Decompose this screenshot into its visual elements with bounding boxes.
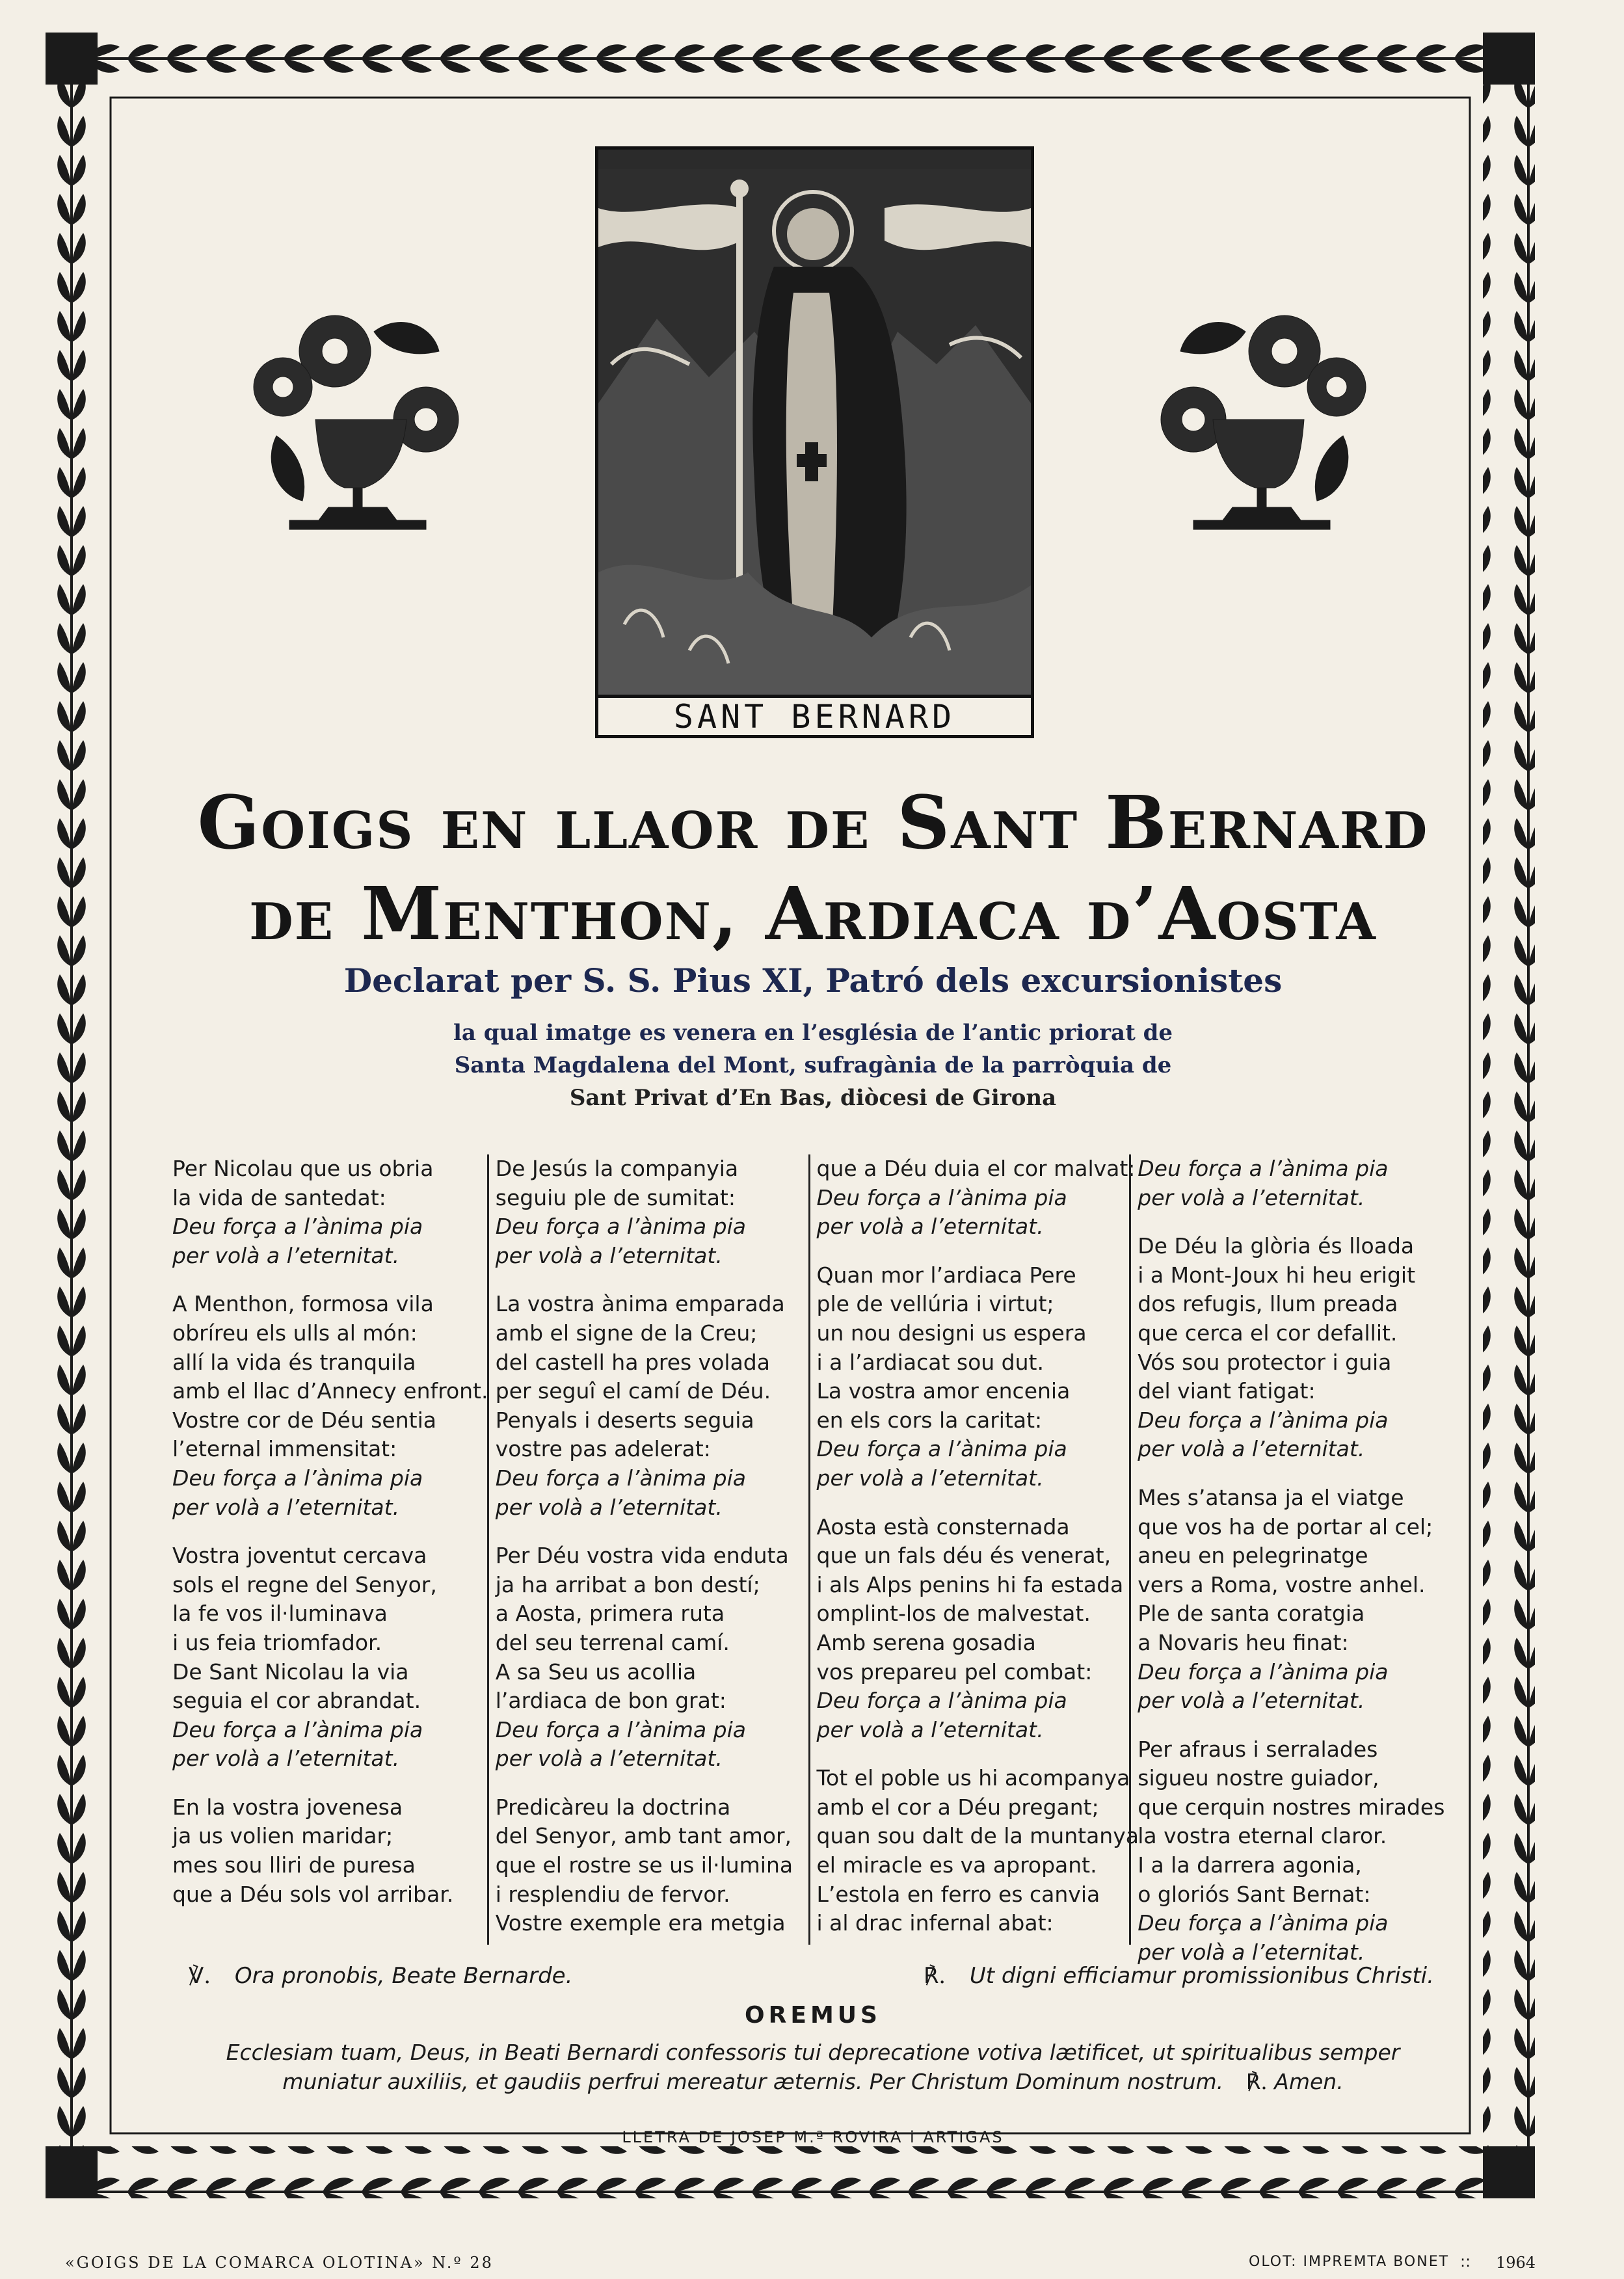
- amen-text: Amen.: [1274, 2069, 1344, 2094]
- verse-line: vos prepareu pel combat:: [816, 1659, 1093, 1685]
- prayer-line-1: Ecclesiam tuam, Deus, in Beati Bernardi confessoris tui deprecatione votiva lætificet, ut spiritualibus semper: [226, 2040, 1400, 2065]
- verse-line: la vostra eternal claror.: [1138, 1823, 1387, 1849]
- refrain-line: per volà a l’eternitat.: [495, 1746, 723, 1772]
- verse-line: per seguî el camí de Déu.: [495, 1378, 771, 1404]
- refrain-line: per volà a l’eternitat.: [1138, 1436, 1365, 1462]
- verse-line: seguiu ple de sumitat:: [495, 1184, 736, 1210]
- verse-line: omplint-los de malvestat.: [816, 1601, 1091, 1627]
- verse-line: L’estola en ferro es canvia: [816, 1881, 1100, 1907]
- saint-woodcut: [595, 146, 1034, 738]
- refrain-line: Deu força a l’ànima pia: [495, 1716, 746, 1742]
- refrain-line: per volà a l’eternitat.: [1138, 1688, 1365, 1714]
- verse-line: que a Déu sols vol arribar.: [172, 1881, 454, 1907]
- verse-line: ple de vellúria i virtut;: [816, 1291, 1054, 1317]
- verse-line: amb el cor a Déu pregant;: [816, 1794, 1099, 1820]
- verse-line: De Sant Nicolau la via: [172, 1659, 409, 1685]
- woodcut-caption: SANT BERNARD: [598, 695, 1031, 735]
- location-line-1: la qual imatge es venera en l’església de l’antic priorat de: [453, 1020, 1173, 1046]
- verse-line: A Menthon, formosa vila: [172, 1291, 434, 1317]
- verse-line: De Déu la glòria és lloada: [1138, 1233, 1415, 1259]
- verse-line: l’eternal immensitat:: [172, 1436, 397, 1462]
- oremus-title: OREMUS: [745, 2002, 881, 2029]
- verse-line: que a Déu duia el cor malvat:: [816, 1156, 1136, 1181]
- refrain-line: per volà a l’eternitat.: [816, 1214, 1044, 1240]
- refrain-line: Deu força a l’ànima pia: [172, 1465, 423, 1491]
- verse-line: i us feia triomfador.: [172, 1629, 382, 1655]
- refrain-line: Deu força a l’ànima pia: [495, 1214, 746, 1240]
- verse-line: Tot el poble us hi acompanya: [816, 1765, 1130, 1791]
- verse-line: en els cors la caritat:: [816, 1407, 1043, 1433]
- verse-line: la vida de santedat:: [172, 1184, 386, 1210]
- refrain-line: Deu força a l’ànima pia: [1138, 1156, 1389, 1181]
- page-title-line1: Goigs en llaor de Sant Bernard: [197, 780, 1429, 866]
- verse-line: dos refugis, llum preada: [1138, 1291, 1398, 1317]
- stanza-gap: [817, 1744, 1122, 1764]
- verse-line: Quan mor l’ardiaca Pere: [816, 1262, 1076, 1288]
- versicle-symbol: ℣.: [189, 1963, 211, 1989]
- refrain-line: per volà a l’eternitat.: [172, 1494, 400, 1520]
- verse-line: que el rostre se us il·lumina: [495, 1852, 793, 1878]
- amen-symbol: ℟.: [1245, 2069, 1268, 2094]
- stanza-gap: [496, 1270, 801, 1290]
- location-line-3: Sant Privat d’En Bas, diòcesi de Girona: [569, 1085, 1057, 1111]
- verse-line: del Senyor, amb tant amor,: [495, 1823, 792, 1849]
- verse-line: un nou designi us espera: [816, 1320, 1087, 1346]
- flower-vase-icon: [1154, 306, 1376, 540]
- refrain-line: Deu força a l’ànima pia: [172, 1214, 423, 1240]
- verse-line: Per Déu vostra vida enduta: [495, 1543, 789, 1569]
- verse-line: mes sou lliri de puresa: [172, 1852, 416, 1878]
- stanza-gap: [496, 1774, 801, 1793]
- page-subtitle: Declarat per S. S. Pius XI, Patró dels excursionistes: [343, 961, 1283, 1000]
- stanza-gap: [172, 1270, 479, 1290]
- verse-column-2: [487, 1154, 808, 1945]
- stanza-gap: [172, 1522, 479, 1541]
- response-symbol: ℟.: [924, 1963, 946, 1989]
- verse-line: aneu en pelegrinatge: [1138, 1543, 1368, 1569]
- refrain-line: Deu força a l’ànima pia: [172, 1716, 423, 1742]
- flower-vase-icon: [244, 306, 465, 540]
- refrain-line: Deu força a l’ànima pia: [495, 1465, 746, 1491]
- verse-line: del castell ha pres volada: [495, 1349, 770, 1375]
- series-label: «GOIGS DE LA COMARCA OLOTINA» N.º 28: [65, 2254, 494, 2272]
- verse-line: allí la vida és tranquila: [172, 1349, 416, 1375]
- versicle: [189, 1963, 572, 1989]
- refrain-line: per volà a l’eternitat.: [495, 1494, 723, 1520]
- verse-line: Mes s’atansa ja el viatge: [1138, 1484, 1404, 1510]
- stanza-gap: [1138, 1212, 1443, 1232]
- oremus-prayer: [163, 2038, 1463, 2096]
- refrain-line: Deu força a l’ànima pia: [1138, 1910, 1389, 1936]
- stanza-gap: [817, 1242, 1122, 1261]
- printer-label: OLOT: IMPREMTA BONET: [1249, 2254, 1450, 2270]
- refrain-line: Deu força a l’ànima pia: [816, 1436, 1067, 1462]
- refrain-line: Deu força a l’ànima pia: [816, 1688, 1067, 1714]
- verse-line: del seu terrenal camí.: [495, 1629, 730, 1655]
- stanza-gap: [496, 1522, 801, 1541]
- page-title-line2: de Menthon, Ardiaca d’Aosta: [249, 872, 1377, 957]
- location-line-2: Santa Magdalena del Mont, sufragània de la parròquia de: [454, 1052, 1172, 1078]
- prayer-line-2: muniatur auxiliis, et gaudiis perfrui mereatur æternis. Per Christum Dominum nostrum.: [282, 2069, 1224, 2094]
- verse-line: i al drac infernal abat:: [816, 1910, 1054, 1936]
- author-credit: LLETRA DE JOSEP M.ª ROVIRA i ARTIGAS: [622, 2128, 1004, 2146]
- verse-line: i resplendiu de fervor.: [495, 1881, 730, 1907]
- versicle-text: Ora pronobis, Beate Bernarde.: [234, 1963, 573, 1989]
- stanza-gap: [817, 1493, 1122, 1513]
- refrain-line: per volà a l’eternitat.: [816, 1716, 1044, 1742]
- refrain-line: Deu força a l’ànima pia: [1138, 1659, 1389, 1685]
- verse-columns: [166, 1154, 1450, 1965]
- refrain-line: per volà a l’eternitat.: [172, 1746, 400, 1772]
- verse-line: amb el signe de la Creu;: [495, 1320, 758, 1346]
- verse-column-3: [808, 1154, 1139, 1945]
- verse-line: La vostra amor encenia: [816, 1378, 1071, 1404]
- verse-line: A sa Seu us acollia: [495, 1659, 697, 1685]
- verse-line: Vostra joventut cercava: [172, 1543, 427, 1569]
- verse-line: i als Alps penins hi fa estada: [816, 1571, 1124, 1597]
- stanza-gap: [1138, 1464, 1443, 1484]
- flower-vase-right: [1154, 306, 1376, 540]
- verse-line: La vostra ànima emparada: [495, 1291, 785, 1317]
- verse-line: vostre pas adelerat:: [495, 1436, 711, 1462]
- verse-line: I a la darrera agonia,: [1138, 1852, 1362, 1878]
- verse-line: que un fals déu és venerat,: [816, 1543, 1112, 1569]
- refrain-line: per volà a l’eternitat.: [172, 1242, 400, 1268]
- stanza-gap: [1138, 1716, 1443, 1735]
- flower-vase-left: [244, 306, 465, 540]
- verse-line: i a Mont-Joux hi heu erigit: [1138, 1262, 1416, 1288]
- verse-line: a Aosta, primera ruta: [495, 1601, 725, 1627]
- verse-line: amb el llac d’Annecy enfront.: [172, 1378, 488, 1404]
- response: [924, 1963, 1434, 1989]
- verse-line: sols el regne del Senyor,: [172, 1571, 437, 1597]
- saint-bernard-figure-icon: [598, 150, 1031, 735]
- verse-line: l’ardiaca de bon grat:: [495, 1688, 726, 1714]
- refrain-line: Deu força a l’ànima pia: [1138, 1407, 1389, 1433]
- verse-line: quan sou dalt de la muntanya: [816, 1823, 1139, 1849]
- verse-line: obríreu els ulls al món:: [172, 1320, 418, 1346]
- refrain-line: per volà a l’eternitat.: [1138, 1184, 1365, 1210]
- response-text: Ut digni efficiamur promissionibus Christi.: [969, 1963, 1434, 1989]
- verse-line: Vostre cor de Déu sentia: [172, 1407, 436, 1433]
- verse-line: vers a Roma, vostre anhel.: [1138, 1571, 1426, 1597]
- verse-line: De Jesús la companyia: [495, 1156, 739, 1181]
- verse-line: que vos ha de portar al cel;: [1138, 1513, 1433, 1539]
- refrain-line: per volà a l’eternitat.: [816, 1465, 1044, 1491]
- verse-line: En la vostra jovenesa: [172, 1794, 403, 1820]
- verse-line: Predicàreu la doctrina: [495, 1794, 731, 1820]
- verse-line: el miracle es va apropant.: [816, 1852, 1097, 1878]
- verse-line: la fe vos il·luminava: [172, 1601, 388, 1627]
- verse-column-4: [1129, 1154, 1450, 1965]
- verse-line: que cerca el cor defallit.: [1138, 1320, 1398, 1346]
- verse-line: Per afraus i serralades: [1138, 1736, 1378, 1762]
- verse-line: seguia el cor abrandat.: [172, 1688, 421, 1714]
- verse-line: Amb serena gosadia: [816, 1629, 1036, 1655]
- stanza-gap: [172, 1774, 479, 1793]
- verse-line: Per Nicolau que us obria: [172, 1156, 434, 1181]
- refrain-line: per volà a l’eternitat.: [495, 1242, 723, 1268]
- verse-line: Vós sou protector i guia: [1138, 1349, 1392, 1375]
- refrain-line: Deu força a l’ànima pia: [816, 1184, 1067, 1210]
- verse-line: Ple de santa coratgia: [1138, 1601, 1365, 1627]
- verse-line: Aosta està consternada: [816, 1513, 1070, 1539]
- footer-separator: ::: [1460, 2252, 1471, 2271]
- verse-line: sigueu nostre guiador,: [1138, 1765, 1379, 1791]
- verse-line: ja ha arribat a bon destí;: [495, 1571, 760, 1597]
- verse-line: Vostre exemple era metgia: [495, 1910, 786, 1936]
- verse-line: Penyals i deserts seguia: [495, 1407, 754, 1433]
- refrain-line: per volà a l’eternitat.: [1138, 1939, 1365, 1965]
- verse-line: que cerquin nostres mirades: [1138, 1794, 1445, 1820]
- print-year: 1964: [1496, 2254, 1536, 2272]
- verse-line: ja us volien maridar;: [172, 1823, 393, 1849]
- verse-line: del viant fatigat:: [1138, 1378, 1316, 1404]
- verse-line: a Novaris heu finat:: [1138, 1629, 1349, 1655]
- verse-column-1: [166, 1154, 487, 1945]
- verse-line: o gloriós Sant Bernat:: [1138, 1881, 1371, 1907]
- verse-line: i a l’ardiacat sou dut.: [816, 1349, 1044, 1375]
